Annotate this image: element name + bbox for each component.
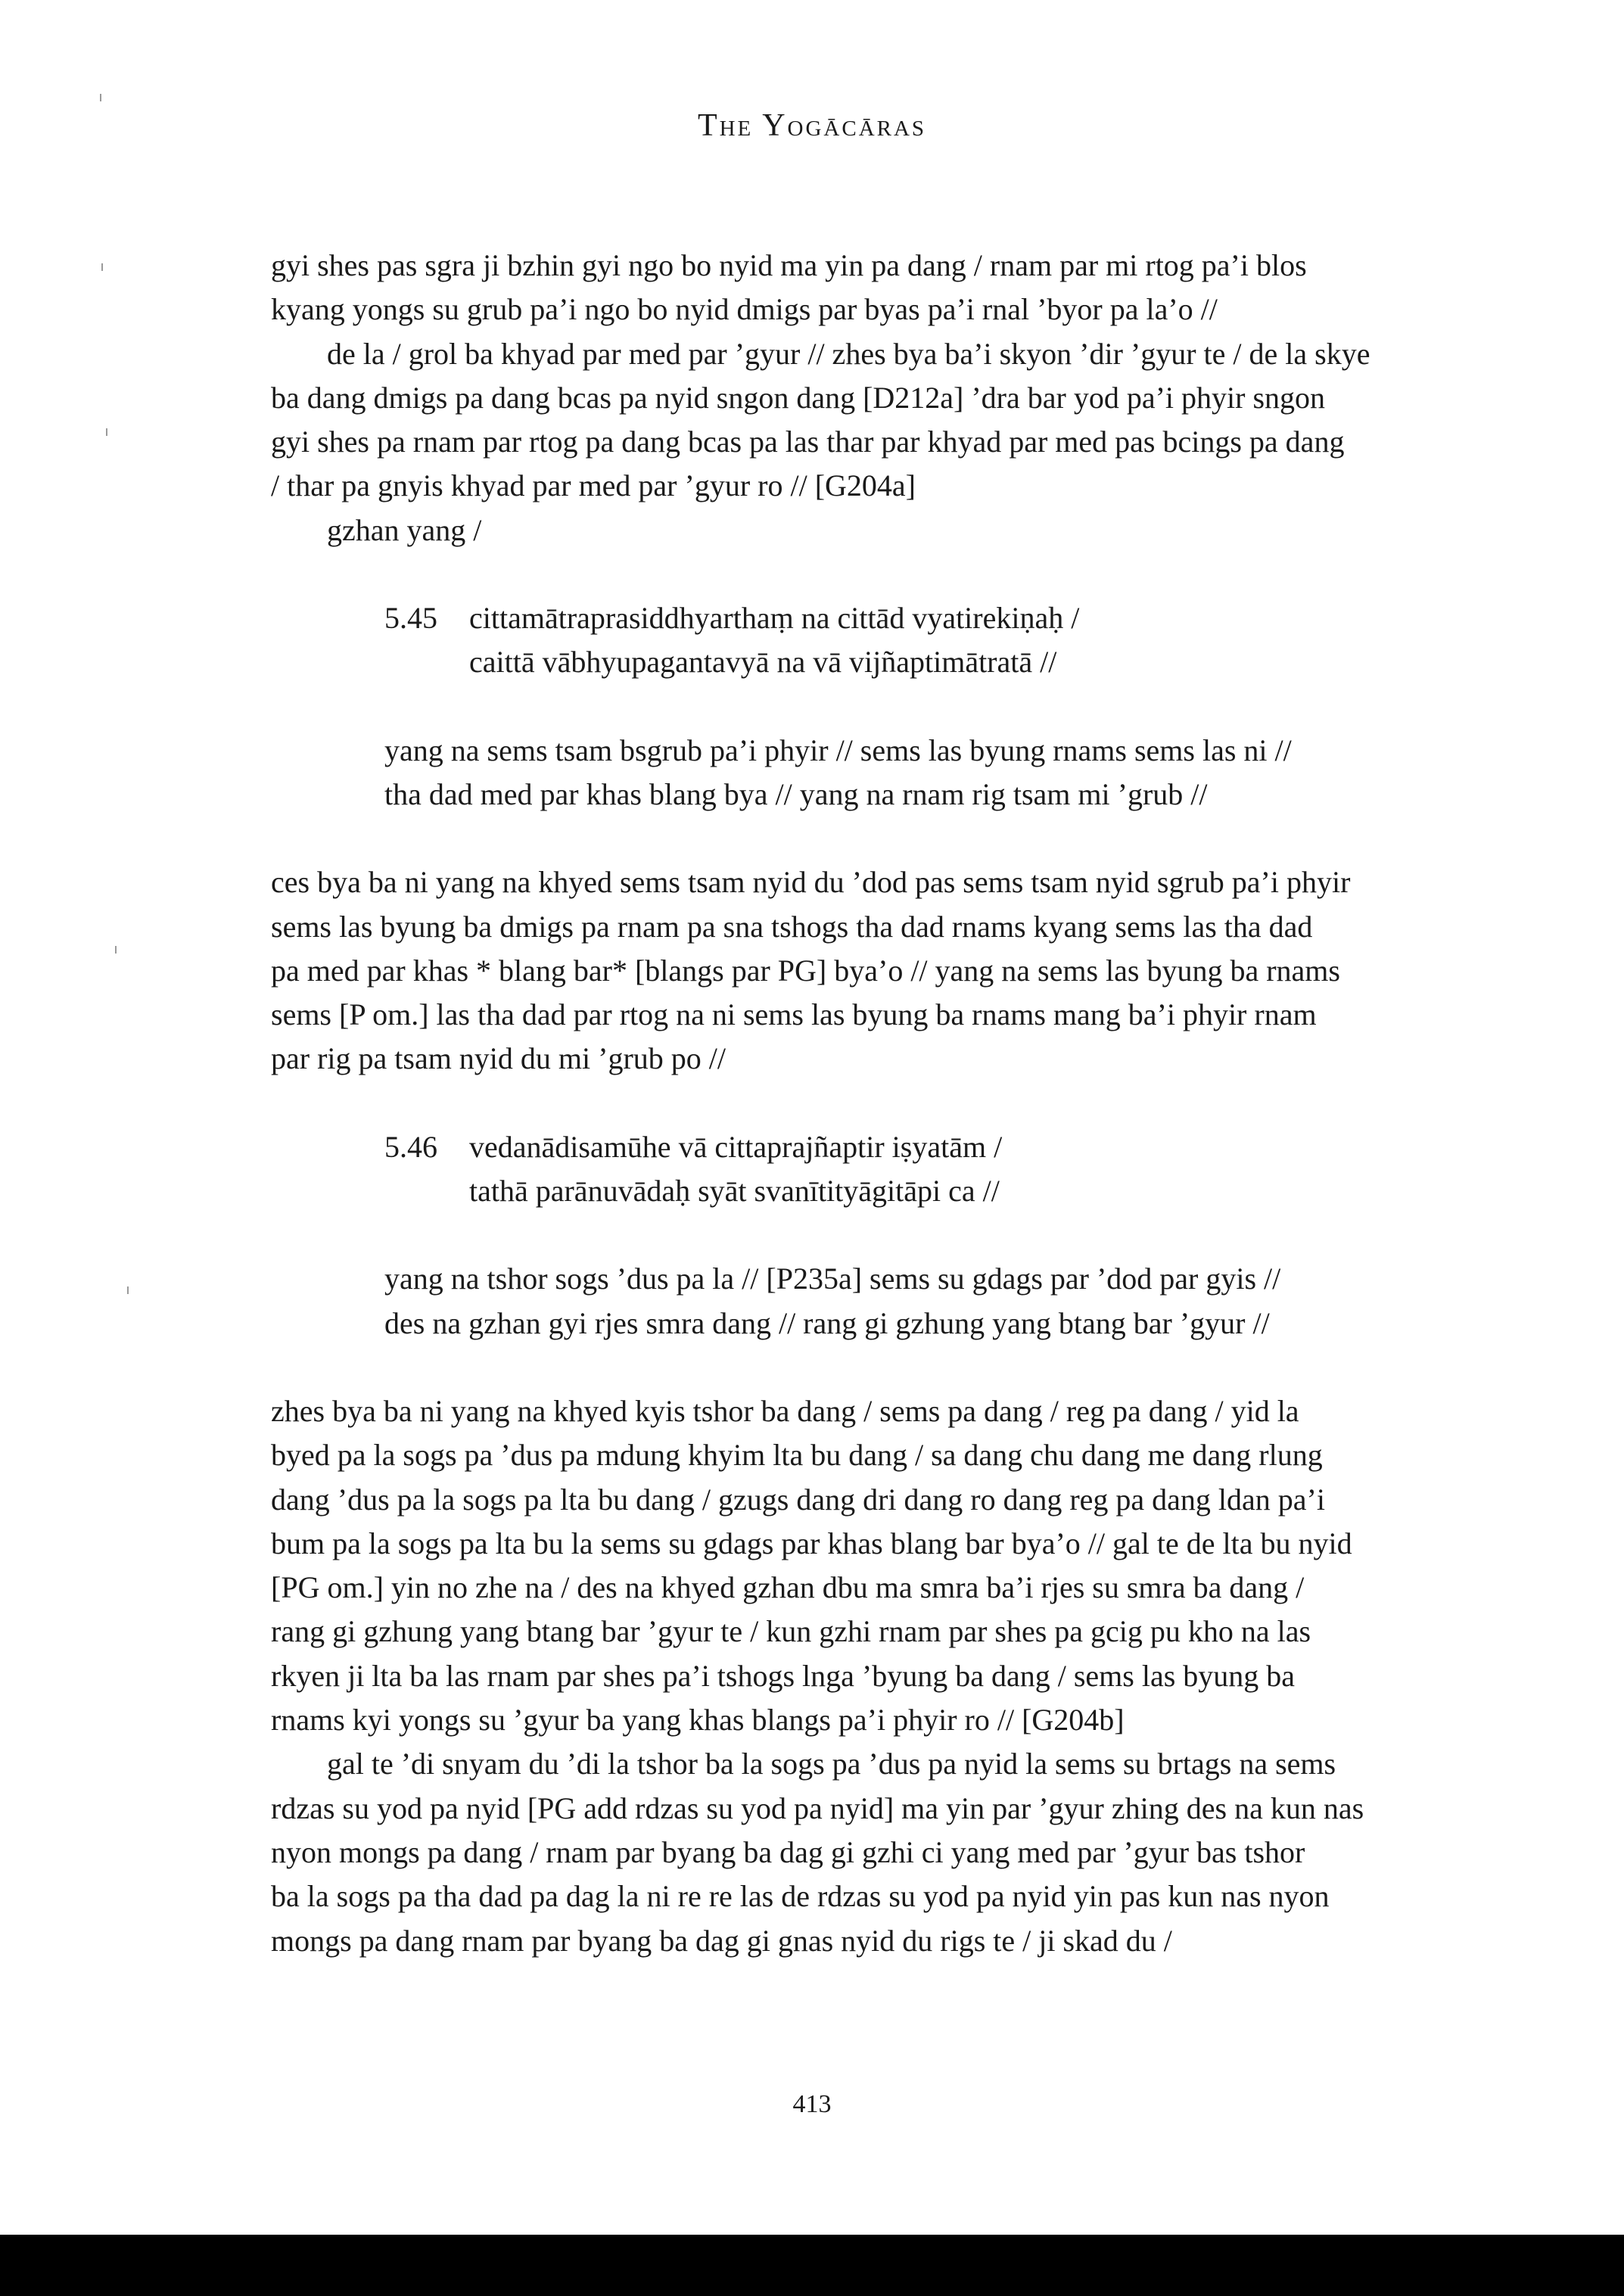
text-line: gyi shes pa rnam par rtog pa dang bcas pa las thar par khyad par med pas bcings pa dang [271,425,1345,459]
text-line: rkyen ji lta ba las rnam par shes pa’i tshogs lnga ’byung ba dang / sems las byung ba [271,1658,1296,1693]
text-line: rang gi gzhung yang btang bar ’gyur te / kun gzhi rnam par shes pa gcig pu kho na las [271,1614,1311,1649]
text-line: gyi shes pas sgra ji bzhin gyi ngo bo nyid ma yin pa dang / rnam par mi rtog pa’i blos [271,248,1307,282]
paragraph-6 [271,1742,1451,1962]
scan-speck [101,263,103,271]
text-line: rdzas su yod pa nyid [PG add rdzas su yod pa nyid] ma yin par ’gyur zhing des na kun nas [271,1790,1364,1825]
text-line: gzhan yang / [327,512,482,547]
tibetan-line: tha dad med par khas blang bya // yang na rnam rig tsam mi ’grub // [384,776,1208,811]
text-line: pa med par khas * blang bar* [blangs par PG] bya’o // yang na sems las byung ba rnams [271,953,1340,988]
text-line: sems [P om.] las tha dad par rtog na ni sems las byung ba rnams mang ba’i phyir rnam [271,997,1317,1032]
paragraph-4 [271,860,1451,1081]
tibetan-line: yang na sems tsam bsgrub pa’i phyir // sems las byung rnams sems las ni // [384,733,1292,767]
paragraph-2 [271,332,1451,509]
scan-speck [100,94,101,101]
text-line: gal te ’di snyam du ’di la tshor ba la sogs pa ’dus pa nyid la sems su brtags na sems [327,1747,1336,1781]
text-line: zhes bya ba ni yang na khyed kyis tshor ba dang / sems pa dang / reg pa dang / yid la [271,1393,1299,1428]
main-text [271,244,1451,1963]
scan-speck [106,428,107,436]
text-line: ba la sogs pa tha dad pa dag la ni re re las de rdzas su yod pa nyid yin pas kun nas nyon [271,1879,1330,1914]
text-line: [PG om.] yin no zhe na / des na khyed gzhan dbu ma smra ba’i rjes su smra ba dang / [271,1570,1305,1605]
paragraph-1 [271,244,1451,332]
text-line: ba dang dmigs pa dang bcas pa nyid sngon dang [D212a] ’dra bar yod pa’i phyir sngon [271,380,1326,415]
sanskrit-line: vedanādisamūhe vā cittaprajñaptir iṣyatām / [469,1129,1003,1164]
sanskrit-line: cittamātraprasiddhyarthaṃ na cittād vyatirekiṇaḥ / [469,601,1080,636]
sanskrit-line: caittā vābhyupagantavyā na vā vijñaptimātratā // [469,645,1057,680]
scan-speck [127,1286,129,1294]
running-head: The Yogācāras [697,108,927,143]
page-number: 413 [792,2090,832,2118]
text-line: de la / grol ba khyad par med par ’gyur // zhes bya ba’i skyon ’dir ’gyur te / de la skye [327,336,1370,371]
verse-5-45 [271,596,1451,685]
tibetan-verse-5-46 [384,1257,1451,1346]
text-line: rnams kyi yongs su ’gyur ba yang khas blangs pa’i phyir ro // [G204b] [271,1703,1125,1738]
text-line: nyon mongs pa dang / rnam par byang ba dag gi gzhi ci yang med par ’gyur bas tshor [271,1834,1305,1869]
paragraph-5 [271,1389,1451,1742]
text-line: ces bya ba ni yang na khyed sems tsam nyid du ’dod pas sems tsam nyid sgrub pa’i phyir [271,865,1351,900]
text-line: sems las byung ba dmigs pa rnam pa sna tshogs tha dad rnams kyang sems las tha dad [271,909,1313,944]
text-line: / thar pa gnyis khyad par med par ’gyur ro // [G204a] [271,468,916,503]
verse-5-46 [271,1125,1451,1214]
text-line: par rig pa tsam nyid du mi ’grub po // [271,1041,726,1076]
paragraph-3 [271,509,1451,552]
text-line: kyang yongs su grub pa’i ngo bo nyid dmigs par byas pa’i rnal ’byor pa la’o // [271,292,1218,327]
scan-speck [115,946,117,954]
verse-number: 5.45 [384,601,437,636]
tibetan-line: des na gzhan gyi rjes smra dang // rang gi gzhung yang btang bar ’gyur // [384,1305,1270,1340]
text-line: dang ’dus pa la sogs pa lta bu dang / gzugs dang dri dang ro dang reg pa dang ldan pa’i [271,1482,1325,1517]
sanskrit-line: tathā parānuvādaḥ syāt svanītityāgitāpi ca // [469,1174,1000,1209]
verse-number: 5.46 [384,1129,437,1164]
scan-border [0,2235,1624,2296]
text-line: bum pa la sogs pa lta bu la sems su gdags par khas blang bar bya’o // gal te de lta bu nyid [271,1526,1352,1560]
tibetan-verse-5-45 [384,729,1451,817]
text-line: byed pa la sogs pa ’dus pa mdung khyim lta bu dang / sa dang chu dang me dang rlung [271,1438,1323,1473]
text-line: mongs pa dang rnam par byang ba dag gi gnas nyid du rigs te / ji skad du / [271,1923,1172,1958]
tibetan-line: yang na tshor sogs ’dus pa la // [P235a] sems su gdags par ’dod par gyis // [384,1262,1281,1296]
